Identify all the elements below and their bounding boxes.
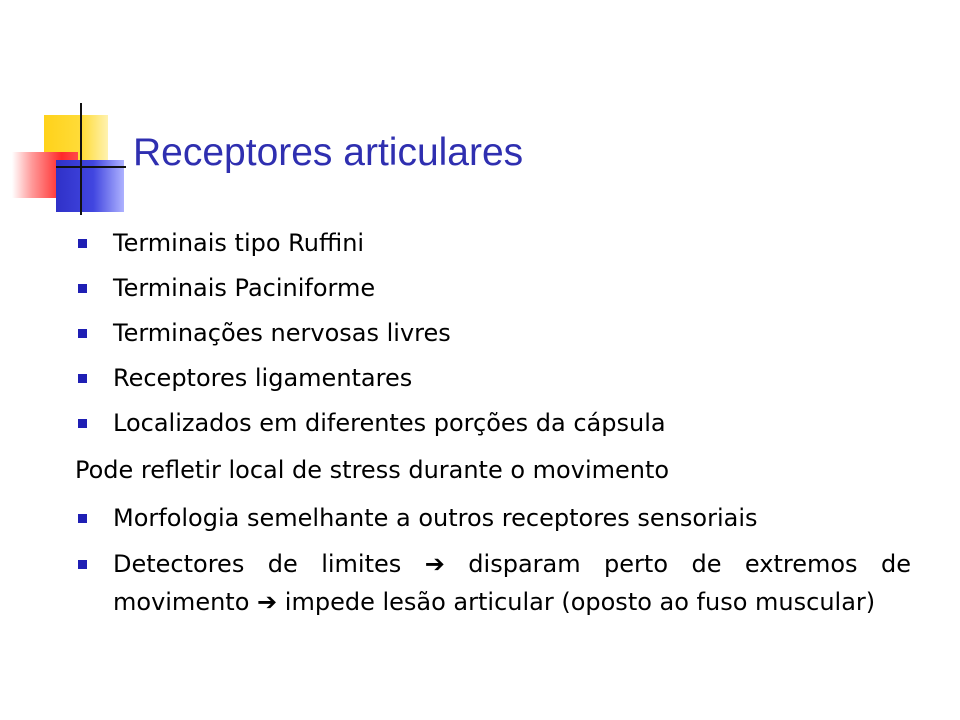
bullet-square-icon [78, 514, 87, 523]
list-item-text: Terminais tipo Ruffini [113, 229, 365, 257]
list-item-text: Terminações nervosas livres [113, 319, 451, 347]
bullet-square-icon [78, 374, 87, 383]
detectores-part1: Detectores de limites [113, 550, 402, 578]
slide-title: Receptores articulares [133, 131, 524, 174]
detectores-part3: impede lesão articular (oposto ao fuso muscular) [284, 588, 876, 616]
list-item-text: Localizados em diferentes porções da cápsula [113, 409, 666, 437]
bullet-square-icon [78, 419, 87, 428]
list-item-text: Morfologia semelhante a outros receptores sensoriais [113, 504, 758, 532]
detectores-part2: disparam perto de extremos de movimento [113, 550, 911, 616]
right-arrow-icon: ➔ [257, 588, 278, 616]
list-item-text-multiline [113, 545, 911, 621]
bullet-square-icon [78, 284, 87, 293]
bullet-square-icon [78, 239, 87, 248]
list-item-text: Terminais Paciniforme [113, 274, 376, 302]
bullet-square-icon [78, 560, 87, 569]
bullet-square-icon [78, 329, 87, 338]
plain-line-text: Pode refletir local de stress durante o movimento [75, 456, 670, 484]
list-item-text: Receptores ligamentares [113, 364, 413, 392]
right-arrow-icon: ➔ [424, 550, 445, 578]
